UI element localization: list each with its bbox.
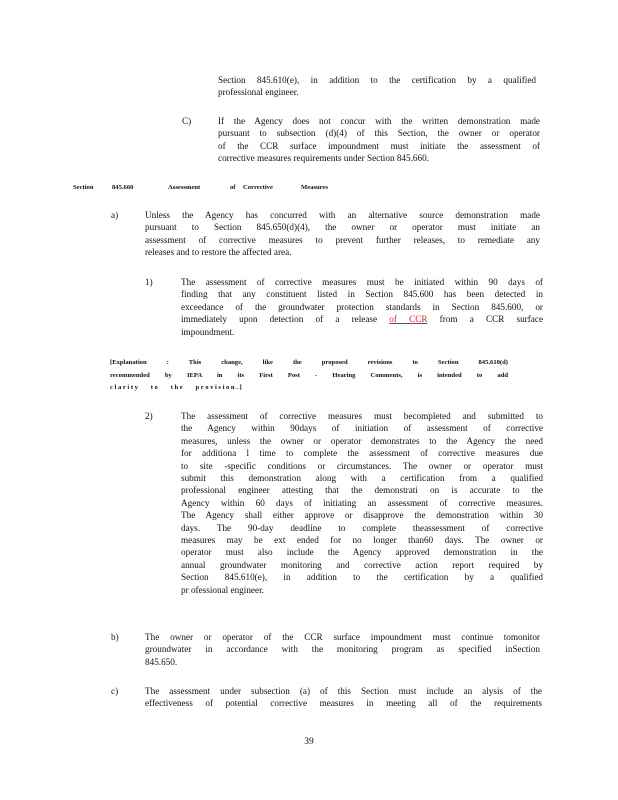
item-1-line: The assessment of corrective measures must be initiated within 90 days of — [181, 277, 543, 287]
inserted-text: of CCR — [389, 314, 428, 325]
section-title-word: Corrective — [243, 184, 273, 191]
item-2-line: pr ofessional engineer. — [181, 584, 264, 595]
item-b-line: groundwater in accordance with the monitoring program as specified inSection — [145, 644, 540, 655]
item-2-line: measures may be ext ended for no longer than60 days. The owner or — [181, 535, 543, 546]
item-1-line-with-insertion — [181, 313, 543, 325]
item-C-line: If the Agency does not concur with the written demonstration made — [218, 116, 540, 126]
item-2-line: days. The 90-day deadline to complete theassessment of corrective — [181, 522, 543, 533]
item-1-text: immediately upon detection of a release — [181, 314, 378, 325]
item-a-line: assessment of corrective measures to prevent further releases, to remediate any — [145, 234, 540, 245]
item-2-line: the Agency within 90days of initiation of assessment of corrective — [181, 423, 543, 434]
explanation-line: recommended by IEPA in its First Post - Hearing Comments, is intended to add — [110, 371, 508, 379]
item-2-line: for additiona l time to complete the assessment of corrective measures due — [181, 448, 543, 459]
item-1-text: from a CCR surface — [439, 314, 544, 325]
item-label-1: 1) — [145, 277, 153, 287]
explanation-note — [110, 357, 508, 397]
item-label-C: C) — [182, 116, 192, 126]
item-2-line: The assessment of corrective measures must becompleted and submitted to — [181, 411, 543, 421]
section-title-word: of — [230, 184, 236, 191]
continuation-line: professional engineer. — [218, 87, 299, 98]
item-C-paragraph — [218, 115, 540, 165]
section-number: 845.660 — [112, 184, 134, 191]
item-b-line: 845.650. — [145, 656, 178, 667]
item-c-line: effectiveness of potential corrective measures in meeting all of the requirements — [145, 698, 542, 709]
item-c-line: The assessment under subsection (a) of this Section must include an alysis of the — [145, 686, 542, 696]
item-2-line: Section 845.610(e), in addition to the certification by a qualified — [181, 572, 543, 583]
item-2-line: The Agency shall either approve or disapprove the demonstration within 30 — [181, 510, 543, 521]
page-number: 39 — [304, 737, 314, 747]
item-a-line: Unless the Agency has concurred with an alternative source demonstration made — [145, 210, 540, 220]
item-2-line: professional engineer attesting that the demonstrati on is accurate to the — [181, 485, 543, 496]
explanation-line: clarity to the provision.] — [110, 384, 244, 392]
item-2-line: operator must also include the Agency approved demonstration in the — [181, 547, 543, 558]
item-1-paragraph — [181, 276, 543, 338]
item-label-a: a) — [111, 210, 119, 220]
item-label-2: 2) — [145, 411, 153, 421]
item-a-line: pursuant to Section 845.650(d)(4), the owner or operator must initiate an — [145, 222, 540, 233]
item-C-line: of the CCR surface impoundment must initiate the assessment of — [218, 140, 540, 151]
item-2-line: measures, unless the owner or operator demonstrates to the Agency the need — [181, 435, 543, 446]
explanation-line: [Explanation : This change, like the proposed revisions to Section 845.610(d) — [110, 359, 508, 366]
item-2-paragraph — [181, 410, 543, 596]
section-title-word: Measures — [301, 184, 328, 191]
section-word: Section — [73, 184, 94, 191]
item-2-line: Agency within 60 days of initiating an assessment of corrective measures. — [181, 497, 543, 508]
item-a-paragraph — [145, 209, 540, 259]
item-1-line: finding that any constituent listed in Section 845.600 has been detected in — [181, 289, 543, 300]
item-label-b: b) — [111, 632, 119, 642]
item-2-line: submit this demonstration along with a certification from a qualified — [181, 473, 543, 484]
item-a-line: releases and to restore the affected area. — [145, 247, 292, 258]
item-1-line: exceedance of the groundwater protection standards in Section 845.600, or — [181, 301, 543, 312]
item-c-paragraph — [145, 685, 542, 710]
item-b-line: The owner or operator of the CCR surface impoundment must continue tomonitor — [145, 632, 540, 642]
item-b-paragraph — [145, 631, 540, 668]
item-2-line: to site -specific conditions or circumstances. The owner or operator must — [181, 460, 543, 471]
item-label-c: c) — [111, 686, 119, 696]
item-2-line: annual groundwater monitoring and corrective action report required by — [181, 559, 543, 570]
continuation-line: Section 845.610(e), in addition to the certification by a qualified — [218, 75, 536, 85]
item-C-line: corrective measures requirements under Section 845.660. — [218, 153, 429, 164]
continuation-paragraph — [218, 74, 536, 99]
item-1-line: impoundment. — [181, 326, 235, 337]
section-title-word: Assessment — [168, 184, 201, 191]
item-C-line: pursuant to subsection (d)(4) of this Section, the owner or operator — [218, 128, 540, 139]
